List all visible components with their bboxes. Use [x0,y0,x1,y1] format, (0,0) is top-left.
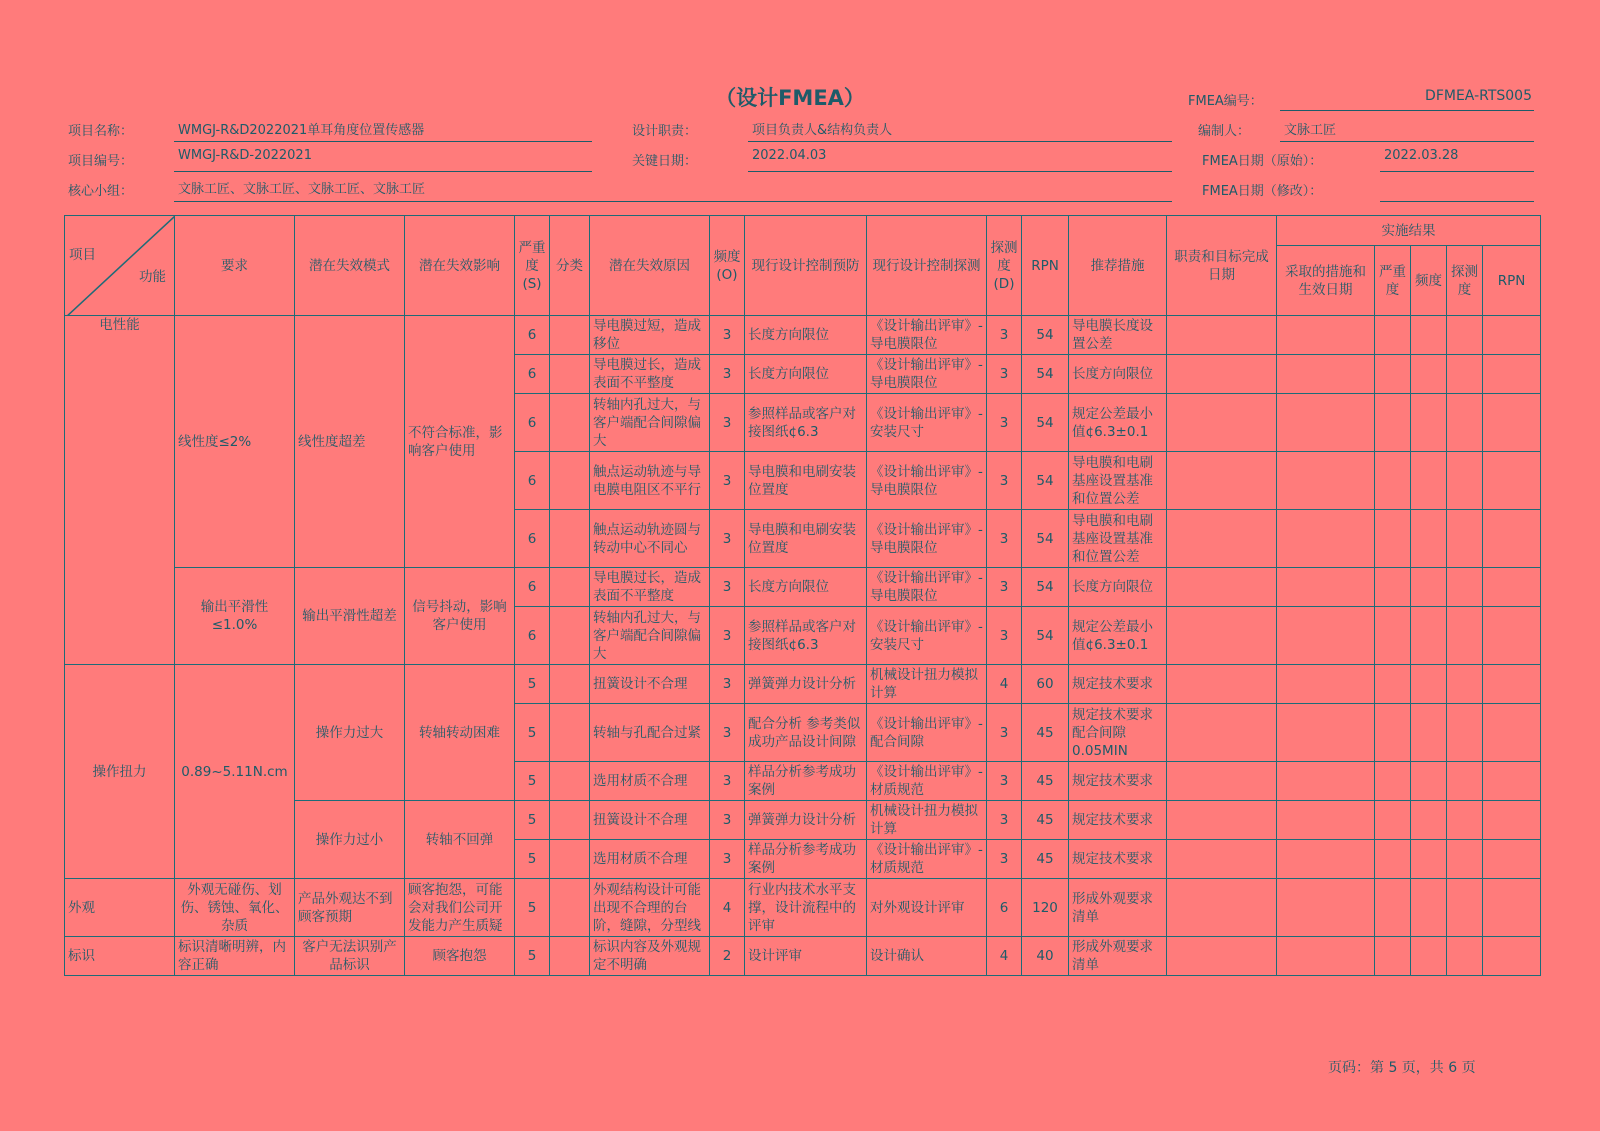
result-rpn-cell [1483,452,1541,510]
prevention-cell: 参照样品或客户对接图纸¢6.3 [745,394,867,452]
severity-cell: 6 [515,568,550,607]
project-no-underline [174,171,592,172]
cause-cell: 导电膜过短，造成移位 [590,316,710,355]
cause-cell: 扭簧设计不合理 [590,665,710,704]
rpn-cell: 40 [1022,937,1069,976]
prevention-header: 现行设计控制预防 [745,216,867,316]
date-orig-underline [1380,171,1534,172]
req-smooth: 输出平滑性≤1.0% [175,568,295,665]
fmea-body [65,316,1541,976]
recommended-cell: 规定技术要求 [1069,801,1167,840]
result-severity-cell [1375,355,1411,394]
date-orig-label: FMEA日期（原始）： [1202,154,1323,169]
detection-control-cell: 《设计输出评审》-材质规范 [867,762,987,801]
table-row [65,879,1541,937]
class-cell [550,704,590,762]
responsibility-cell [1167,452,1277,510]
table-row [65,665,1541,704]
item-header: 项目 [69,247,96,263]
mode-smooth: 输出平滑性超差 [295,568,405,665]
occurrence-cell: 3 [710,568,745,607]
detection-control-cell: 《设计输出评审》-导电膜限位 [867,568,987,607]
severity-cell: 5 [515,937,550,976]
severity-cell: 5 [515,879,550,937]
responsibility-cell [1167,510,1277,568]
action-taken-cell [1277,879,1375,937]
rpn-cell: 54 [1022,568,1069,607]
result-detection-cell [1447,937,1483,976]
mode-appearance: 产品外观达不到顾客预期 [295,879,405,937]
prevention-cell: 长度方向限位 [745,355,867,394]
class-cell [550,316,590,355]
recommended-cell: 规定技术要求 [1069,840,1167,879]
detection-control-cell: 《设计输出评审》-导电膜限位 [867,316,987,355]
detection-cell: 3 [987,394,1022,452]
prevention-cell: 弹簧弹力设计分析 [745,665,867,704]
action-taken-cell [1277,665,1375,704]
class-cell [550,840,590,879]
result-severity-cell [1375,510,1411,568]
class-cell [550,452,590,510]
severity-cell: 5 [515,704,550,762]
result-severity-cell [1375,568,1411,607]
req-linearity: 线性度≤2% [175,316,295,568]
detection-cell: 3 [987,840,1022,879]
item-torque: 操作扭力 [65,665,175,879]
result-detection-cell [1447,801,1483,840]
fmea-no-underline [1280,110,1534,111]
item-function-header [65,216,175,316]
occurrence-cell: 3 [710,665,745,704]
result-rpn-cell [1483,355,1541,394]
detection-cell: 3 [987,510,1022,568]
key-date-underline [748,171,1172,172]
effect-torque-high: 转轴转动困难 [405,665,515,801]
detection-cell: 3 [987,607,1022,665]
result-detection-cell [1447,704,1483,762]
result-occurrence-cell [1411,452,1447,510]
prevention-cell: 设计评审 [745,937,867,976]
rpn-cell: 54 [1022,355,1069,394]
detection-control-cell: 机械设计扭力模拟计算 [867,665,987,704]
rpn-cell: 54 [1022,607,1069,665]
result-occurrence-cell [1411,937,1447,976]
failure-effect-header: 潜在失效影响 [405,216,515,316]
project-no-label: 项目编号： [68,154,134,169]
results-header: 实施结果 [1277,216,1541,246]
severity-cell: 5 [515,801,550,840]
recommended-cell: 长度方向限位 [1069,568,1167,607]
occurrence-cell: 3 [710,510,745,568]
cause-cell: 扭簧设计不合理 [590,801,710,840]
result-detection-cell [1447,607,1483,665]
class-cell [550,355,590,394]
prevention-cell: 导电膜和电刷安装位置度 [745,510,867,568]
rpn-cell: 54 [1022,510,1069,568]
effect-smooth: 信号抖动，影响客户使用 [405,568,515,665]
severity-cell: 6 [515,452,550,510]
action-taken-cell [1277,452,1375,510]
action-taken-cell [1277,704,1375,762]
recommended-cell: 形成外观要求清单 [1069,879,1167,937]
cause-cell: 选用材质不合理 [590,762,710,801]
severity-cell: 6 [515,394,550,452]
mode-linearity: 线性度超差 [295,316,405,568]
class-cell [550,568,590,607]
detection-control-cell: 《设计输出评审》-安装尺寸 [867,607,987,665]
responsibility-cell [1167,316,1277,355]
rpn-cell: 60 [1022,665,1069,704]
result-detection-cell [1447,840,1483,879]
recommended-cell: 形成外观要求清单 [1069,937,1167,976]
rpn-header: RPN [1022,216,1069,316]
responsibility-cell [1167,665,1277,704]
req-appearance: 外观无碰伤、划伤、锈蚀、氧化、杂质 [175,879,295,937]
responsibility-cell [1167,568,1277,607]
result-rpn-cell [1483,801,1541,840]
result-severity-cell [1375,762,1411,801]
recommended-cell: 导电膜长度设置公差 [1069,316,1167,355]
detection-control-cell: 机械设计扭力模拟计算 [867,801,987,840]
occurrence-cell: 4 [710,879,745,937]
occurrence-cell: 2 [710,937,745,976]
detection-cell: 6 [987,879,1022,937]
cause-cell: 外观结构设计可能出现不合理的台阶，缝隙，分型线 [590,879,710,937]
result-rpn-header: RPN [1483,246,1541,316]
result-rpn-cell [1483,704,1541,762]
cause-cell: 转轴内孔过大，与客户端配合间隙偏大 [590,394,710,452]
fmea-no-value: DFMEA-RTS005 [1425,88,1532,104]
core-team-label: 核心小组： [68,184,134,199]
cause-cell: 选用材质不合理 [590,840,710,879]
severity-header: 严重度(S) [515,216,550,316]
project-name-value: WMGJ-R&D2022021单耳角度位置传感器 [178,123,425,138]
recommended-header: 推荐措施 [1069,216,1167,316]
detection-cell: 3 [987,316,1022,355]
responsibility-cell [1167,394,1277,452]
result-rpn-cell [1483,607,1541,665]
effect-appearance: 顾客抱怨，可能会对我们公司开发能力产生质疑 [405,879,515,937]
severity-cell: 6 [515,510,550,568]
responsibility-cell [1167,801,1277,840]
page-footer: 页码：第 5 页，共 6 页 [1328,1060,1476,1076]
detection-cell: 4 [987,937,1022,976]
prevention-cell: 长度方向限位 [745,316,867,355]
occurrence-cell: 3 [710,394,745,452]
table-row [65,316,1541,355]
severity-cell: 5 [515,665,550,704]
requirement-header: 要求 [175,216,295,316]
prevention-cell: 弹簧弹力设计分析 [745,801,867,840]
class-cell [550,510,590,568]
result-occurrence-header: 频度 [1411,246,1447,316]
result-severity-cell [1375,607,1411,665]
severity-cell: 6 [515,607,550,665]
result-rpn-cell [1483,840,1541,879]
detection-control-cell: 《设计输出评审》-安装尺寸 [867,394,987,452]
rpn-cell: 120 [1022,879,1069,937]
result-rpn-cell [1483,665,1541,704]
action-taken-cell [1277,568,1375,607]
design-resp-underline [748,141,1172,142]
mode-label: 客户无法识别产品标识 [295,937,405,976]
effect-torque-low: 转轴不回弹 [405,801,515,879]
result-occurrence-cell [1411,762,1447,801]
core-team-value: 文脉工匠、文脉工匠、文脉工匠、文脉工匠 [178,182,426,197]
occurrence-cell: 3 [710,355,745,394]
severity-cell: 6 [515,355,550,394]
cause-cell: 导电膜过长，造成表面不平整度 [590,568,710,607]
action-taken-cell [1277,801,1375,840]
result-severity-cell [1375,879,1411,937]
diagonal-line [65,216,175,316]
detection-control-cell: 设计确认 [867,937,987,976]
result-severity-header: 严重度 [1375,246,1411,316]
failure-mode-header: 潜在失效模式 [295,216,405,316]
design-resp-label: 设计职责： [632,124,698,139]
detection-cell: 3 [987,452,1022,510]
result-detection-cell [1447,879,1483,937]
fmea-table [64,215,1541,976]
responsibility-cell [1167,879,1277,937]
occurrence-cell: 3 [710,452,745,510]
cause-cell: 标识内容及外观规定不明确 [590,937,710,976]
result-rpn-cell [1483,316,1541,355]
result-severity-cell [1375,840,1411,879]
responsibility-cell [1167,937,1277,976]
detection-control-cell: 《设计输出评审》-导电膜限位 [867,452,987,510]
result-occurrence-cell [1411,510,1447,568]
action-taken-cell [1277,316,1375,355]
result-occurrence-cell [1411,801,1447,840]
project-no-value: WMGJ-R&D-2022021 [178,148,312,163]
prevention-cell: 样品分析参考成功案例 [745,840,867,879]
responsibility-cell [1167,840,1277,879]
cause-cell: 转轴内孔过大，与客户端配合间隙偏大 [590,607,710,665]
responsibility-cell [1167,607,1277,665]
rpn-cell: 45 [1022,801,1069,840]
occurrence-cell: 3 [710,316,745,355]
cause-cell: 转轴与孔配合过紧 [590,704,710,762]
detection-cell: 3 [987,801,1022,840]
class-cell [550,801,590,840]
date-rev-label: FMEA日期（修改）： [1202,184,1323,199]
occurrence-cell: 3 [710,801,745,840]
prevention-cell: 导电膜和电刷安装位置度 [745,452,867,510]
result-detection-cell [1447,316,1483,355]
editor-value: 文脉工匠 [1284,123,1337,138]
cause-header: 潜在失效原因 [590,216,710,316]
table-row [65,937,1541,976]
cause-cell: 触点运动轨迹与导电膜电阻区不平行 [590,452,710,510]
result-severity-cell [1375,801,1411,840]
recommended-cell: 规定技术要求 [1069,762,1167,801]
item-appearance: 外观 [65,879,175,937]
rpn-cell: 45 [1022,762,1069,801]
responsibility-header: 职责和目标完成日期 [1167,216,1277,316]
result-occurrence-cell [1411,394,1447,452]
item-electric: 电性能 [65,316,175,665]
recommended-cell: 长度方向限位 [1069,355,1167,394]
responsibility-cell [1167,704,1277,762]
item-label: 标识 [65,937,175,976]
editor-label: 编制人： [1198,124,1251,139]
severity-cell: 6 [515,316,550,355]
result-rpn-cell [1483,762,1541,801]
action-taken-cell [1277,355,1375,394]
rpn-cell: 54 [1022,394,1069,452]
detection-header: 探测度(D) [987,216,1022,316]
core-team-underline [174,201,1172,202]
class-header: 分类 [550,216,590,316]
result-rpn-cell [1483,879,1541,937]
detection-cell: 3 [987,704,1022,762]
occurrence-cell: 3 [710,704,745,762]
project-name-label: 项目名称： [68,124,134,139]
class-cell [550,665,590,704]
result-detection-cell [1447,452,1483,510]
date-orig-value: 2022.03.28 [1384,148,1459,163]
result-severity-cell [1375,704,1411,762]
recommended-cell: 规定技术要求配合间隙0.05MIN [1069,704,1167,762]
occurrence-cell: 3 [710,840,745,879]
prevention-cell: 配合分析 参考类似成功产品设计间隙 [745,704,867,762]
recommended-cell: 规定公差最小值¢6.3±0.1 [1069,394,1167,452]
result-detection-cell [1447,510,1483,568]
action-taken-cell [1277,510,1375,568]
action-taken-header: 采取的措施和生效日期 [1277,246,1375,316]
result-occurrence-cell [1411,568,1447,607]
result-severity-cell [1375,394,1411,452]
mode-torque-low: 操作力过小 [295,801,405,879]
project-name-underline [174,141,592,142]
prevention-cell: 参照样品或客户对接图纸¢6.3 [745,607,867,665]
recommended-cell: 规定公差最小值¢6.3±0.1 [1069,607,1167,665]
rpn-cell: 54 [1022,316,1069,355]
result-severity-cell [1375,665,1411,704]
result-detection-cell [1447,568,1483,607]
prevention-cell: 样品分析参考成功案例 [745,762,867,801]
detection-cell: 3 [987,568,1022,607]
result-occurrence-cell [1411,704,1447,762]
rpn-cell: 45 [1022,704,1069,762]
result-occurrence-cell [1411,316,1447,355]
detection-control-cell: 《设计输出评审》-配合间隙 [867,704,987,762]
class-cell [550,394,590,452]
result-rpn-cell [1483,510,1541,568]
responsibility-cell [1167,762,1277,801]
effect-linearity: 不符合标准，影响客户使用 [405,316,515,568]
occurrence-cell: 3 [710,607,745,665]
date-rev-underline [1380,201,1534,202]
occurrence-header: 频度(O) [710,216,745,316]
class-cell [550,937,590,976]
key-date-value: 2022.04.03 [752,148,827,163]
result-severity-cell [1375,316,1411,355]
result-rpn-cell [1483,937,1541,976]
recommended-cell: 导电膜和电刷基座设置基准和位置公差 [1069,452,1167,510]
detection-cell: 4 [987,665,1022,704]
cause-cell: 导电膜过长，造成表面不平整度 [590,355,710,394]
detection-control-cell: 《设计输出评审》-材质规范 [867,840,987,879]
document-title: （设计FMEA） [715,86,865,110]
effect-label: 顾客抱怨 [405,937,515,976]
result-occurrence-cell [1411,840,1447,879]
result-detection-cell [1447,355,1483,394]
action-taken-cell [1277,607,1375,665]
prevention-cell: 行业内技术水平支撑，设计流程中的评审 [745,879,867,937]
table-row [65,568,1541,607]
result-rpn-cell [1483,568,1541,607]
detection-cell: 3 [987,355,1022,394]
result-detection-cell [1447,394,1483,452]
class-cell [550,879,590,937]
recommended-cell: 导电膜和电刷基座设置基准和位置公差 [1069,510,1167,568]
class-cell [550,607,590,665]
detection-control-cell: 《设计输出评审》-导电膜限位 [867,355,987,394]
result-occurrence-cell [1411,355,1447,394]
fmea-no-label: FMEA编号： [1188,94,1263,109]
design-resp-value: 项目负责人&结构负责人 [752,123,893,138]
occurrence-cell: 3 [710,762,745,801]
recommended-cell: 规定技术要求 [1069,665,1167,704]
key-date-label: 关键日期： [632,154,698,169]
detection-control-header: 现行设计控制探测 [867,216,987,316]
req-label: 标识清晰明辨，内容正确 [175,937,295,976]
detection-control-cell: 对外观设计评审 [867,879,987,937]
action-taken-cell [1277,762,1375,801]
cause-cell: 触点运动轨迹圆与转动中心不同心 [590,510,710,568]
action-taken-cell [1277,937,1375,976]
result-occurrence-cell [1411,879,1447,937]
mode-torque-high: 操作力过大 [295,665,405,801]
action-taken-cell [1277,394,1375,452]
function-header: 功能 [139,269,166,285]
prevention-cell: 长度方向限位 [745,568,867,607]
result-occurrence-cell [1411,607,1447,665]
responsibility-cell [1167,355,1277,394]
result-detection-header: 探测度 [1447,246,1483,316]
severity-cell: 5 [515,840,550,879]
detection-control-cell: 《设计输出评审》-导电膜限位 [867,510,987,568]
result-detection-cell [1447,665,1483,704]
severity-cell: 5 [515,762,550,801]
class-cell [550,762,590,801]
result-detection-cell [1447,762,1483,801]
rpn-cell: 54 [1022,452,1069,510]
req-torque: 0.89~5.11N.cm [175,665,295,879]
editor-underline [1280,141,1534,142]
result-severity-cell [1375,937,1411,976]
result-rpn-cell [1483,394,1541,452]
result-severity-cell [1375,452,1411,510]
rpn-cell: 45 [1022,840,1069,879]
detection-cell: 3 [987,762,1022,801]
action-taken-cell [1277,840,1375,879]
result-occurrence-cell [1411,665,1447,704]
